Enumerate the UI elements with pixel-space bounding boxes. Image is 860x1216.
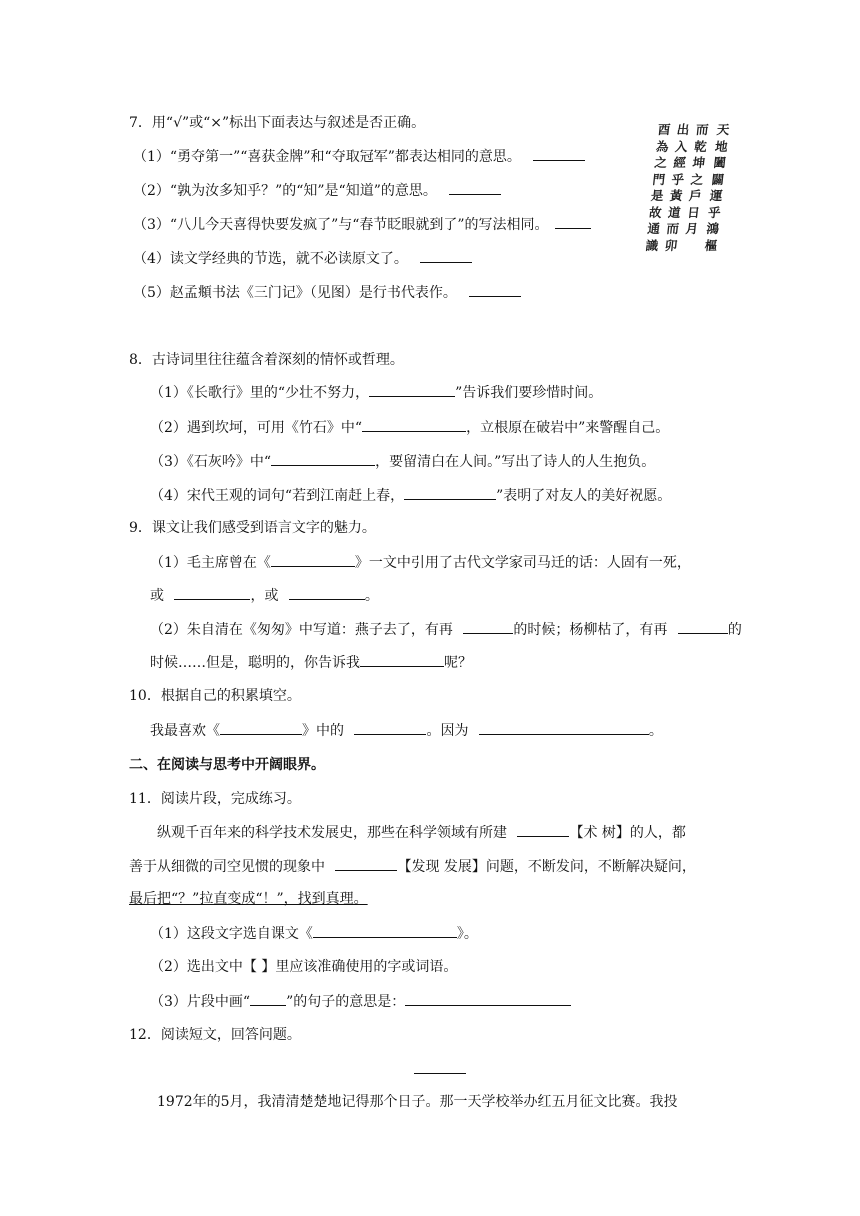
q11-text: 》。 (456, 926, 478, 942)
calligraphy-column: 而乾坤之戶日月 (684, 122, 710, 236)
q7-item-5 (133, 282, 521, 303)
answer-blank[interactable] (517, 822, 569, 837)
answer-blank[interactable] (362, 417, 466, 432)
answer-blank[interactable] (313, 923, 457, 938)
q9-item-2-text-mid: 的时候；杨柳枯了，有再 (513, 622, 668, 638)
q10-text: 。 (648, 723, 663, 739)
q11-text: 善于从细微的司空见惯的现象中 (129, 859, 325, 875)
q9-item-2-text: （2）朱自清在《匆匆》中写道：燕子去了，有再 (150, 622, 453, 638)
q8-item-2-text-end: ，立根原在破岩中”来警醒自己。 (466, 420, 670, 436)
q11-text: ”的句子的意思是： (286, 994, 406, 1010)
q9-title: 9．课文让我们感受到语言文字的魅力。 (129, 520, 376, 536)
q8-item-2 (150, 417, 669, 438)
calligraphy-image (644, 118, 731, 306)
q9-item-1-line-2 (150, 585, 379, 606)
q8-item-1-text: （1）《长歌行》里的“少壮不努力， (150, 385, 370, 401)
q9-item-2-text-end: 的 (727, 622, 742, 638)
q7-title: 7．用“√”或“×”标出下面表达与叙述是否正确。 (129, 115, 426, 131)
q9-text: 呢？ (444, 655, 472, 671)
q8-item-3-text: （3）《石灰吟》中“ (150, 454, 272, 470)
section-heading: 二、在阅读与思考中开阔眼界。 (129, 757, 325, 773)
calligraphy-column: 出入經乎黃道而卯 (663, 122, 691, 253)
q9-text: 。 (364, 588, 379, 604)
q9-item-1-text: （1）毛主席曾在《 (150, 555, 271, 571)
answer-blank[interactable] (479, 720, 649, 735)
q8-item-1 (150, 382, 602, 403)
q11-sub-3 (150, 991, 571, 1012)
q7-item-2 (133, 180, 501, 201)
q9-item-1-text-end: 》一文中引用了古代文学家司马迁的话：人固有一死， (354, 555, 691, 571)
q8-item-3-text-end: ，要留清白在人间。”写出了诗人的人生抱负。 (375, 454, 656, 470)
q10-text: 我最喜欢《 (150, 723, 220, 739)
q11-text: （3）片段中画“ (150, 994, 251, 1010)
q7-item-4-text: （4）读文学经典的节选，就不必读原文了。 (133, 251, 408, 267)
q9-item-1 (150, 552, 691, 573)
q10-text: 。因为 (426, 723, 469, 739)
answer-blank[interactable] (369, 382, 455, 397)
calligraphy-column: 酉為之門是故通識 (644, 122, 672, 253)
q12-title: 12．阅读短文，回答问题。 (129, 1027, 301, 1043)
q7-item-1-text: （1）“勇夺第一”“喜获金牌”和“夺取冠军”都表达相同的意思。 (133, 149, 521, 165)
q11-text: 【术 树】的人，都 (569, 825, 686, 841)
q11-title: 11．阅读片段，完成练习。 (129, 791, 301, 807)
answer-blank[interactable] (174, 585, 250, 600)
q8-title: 8．古诗词里往往蕴含着深刻的情怀或哲理。 (129, 352, 404, 368)
q8-item-3 (150, 451, 655, 472)
answer-blank[interactable] (404, 485, 496, 500)
q7-item-4 (133, 248, 472, 269)
q11-passage-line-1 (157, 822, 686, 843)
answer-blank[interactable] (463, 619, 513, 634)
q8-item-4-text-end: ”表明了对友人的美好祝愿。 (496, 488, 672, 504)
q8-item-4 (150, 485, 671, 506)
q11-sub-1 (150, 923, 478, 944)
q9-text: 或 (150, 588, 164, 604)
answer-blank[interactable] (449, 180, 501, 195)
q9-item-2 (150, 619, 742, 640)
q11-passage-line-2 (129, 856, 696, 877)
q7-item-1 (133, 146, 585, 167)
q11-text: （1）这段文字选自课文《 (150, 926, 313, 942)
q7-item-2-text: （2）“孰为汝多知乎？”的“知”是“知道”的意思。 (133, 183, 437, 199)
calligraphy-column: 天地闔闢運乎鴻樞 (703, 122, 731, 253)
q7-item-5-text: （5）赵孟頫书法《三门记》（见图）是行书代表作。 (133, 285, 457, 301)
q10-line (150, 720, 663, 741)
answer-blank[interactable] (289, 585, 365, 600)
answer-blank[interactable] (354, 720, 426, 735)
q12-passage-line-1: 1972年的5月，我清清楚楚地记得那个日子。那一天学校举办红五月征文比赛。我投 (157, 1094, 678, 1110)
answer-blank[interactable] (271, 451, 375, 466)
q7-item-3-text: （3）“八儿今天喜得快要发疯了”与“春节眨眼就到了”的写法相同。 (133, 217, 549, 233)
answer-blank[interactable] (360, 652, 444, 667)
q11-text: 【发现 发展】问题，不断发问，不断解决疑问， (397, 859, 696, 875)
answer-blank[interactable] (335, 856, 397, 871)
answer-blank[interactable] (533, 146, 585, 161)
q7-item-3 (133, 214, 591, 235)
answer-blank[interactable] (220, 720, 302, 735)
answer-blank[interactable] (469, 282, 521, 297)
answer-blank[interactable] (405, 991, 571, 1006)
answer-blank[interactable] (678, 619, 728, 634)
q11-sub-2: （2）选出文中【 】里应该准确使用的字或词语。 (150, 959, 458, 975)
q8-item-1-text-end: ”告诉我们要珍惜时间。 (455, 385, 603, 401)
passage-title-blank[interactable] (414, 1073, 466, 1074)
q9-text: 时候……但是，聪明的，你告诉我 (150, 655, 360, 671)
q10-title: 10．根据自己的积累填空。 (129, 688, 301, 704)
q11-underlined-sentence: 最后把“？”拉直变成“！”，找到真理。 (129, 891, 368, 907)
answer-blank[interactable] (420, 248, 472, 263)
q10-text: 》中的 (302, 723, 344, 739)
q11-text: 纵观千百年来的科学技术发展史，那些在科学领域有所建 (157, 825, 507, 841)
answer-blank[interactable] (271, 552, 355, 567)
answer-blank[interactable] (555, 214, 591, 229)
q8-item-2-text: （2）遇到坎坷，可用《竹石》中“ (150, 420, 363, 436)
q8-item-4-text: （4）宋代王观的词句“若到江南赶上春， (150, 488, 405, 504)
q9-text: ，或 (250, 588, 279, 604)
answer-blank[interactable] (250, 991, 286, 1006)
q9-item-2-line-2 (150, 652, 472, 673)
